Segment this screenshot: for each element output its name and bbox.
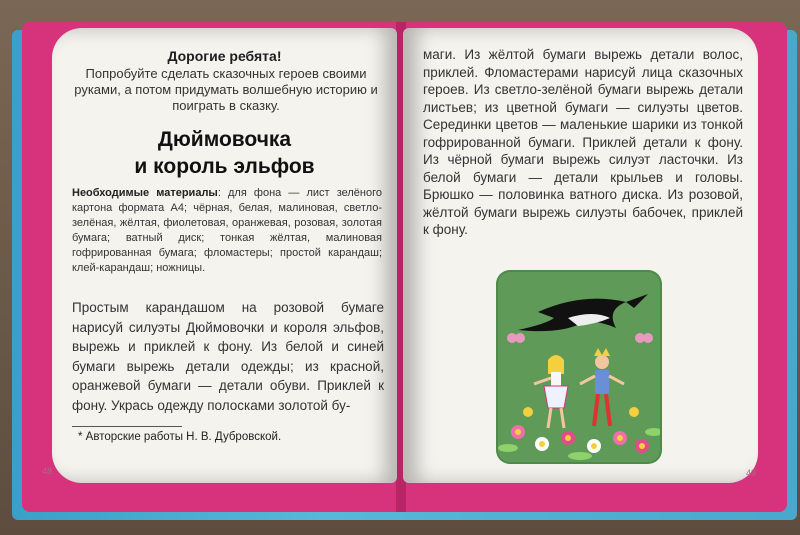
craft-illustration-art <box>498 272 660 462</box>
right-body-text: маги. Из жёлтой бумаги вырежь детали волос, приклей. Фломастерами нарисуй лица сказочных героев. Из светло-зелёной бумаги вырежь детали листьев; из цветной бумаги — силуэты цветов. Серединки цветов — маленькие шарики из тонкой гофрированной бумаги. Приклей детали к фону. Из чёрной бумаги вырежь силуэт ласточки. Из белой бумаги — детали крыльев и головы. Брюшко — половинка ватного диска. Из розовой, жёлтой бумаги вырежь силуэты бабочек, приклей к фону. <box>423 47 743 237</box>
right-page <box>403 28 758 483</box>
page-number-left: 48 <box>42 466 53 476</box>
footnote-text: Авторские работы Н. В. Дубровской. <box>85 431 282 443</box>
story-title-line-1: Дюймовочка <box>157 128 292 151</box>
butterfly-icon <box>507 333 653 343</box>
footnote: * Авторские работы Н. В. Дубровской. <box>78 431 282 443</box>
flower-icon <box>511 407 649 453</box>
story-title-line-2: и король эльфов <box>134 155 315 178</box>
intro-title: Дорогие ребята! <box>167 48 282 64</box>
materials-label: Необходимые материалы <box>72 187 218 199</box>
intro-text: Попробуйте сделать сказочных героев своими руками, а потом придумать волшебную историю и поиграть в сказку. <box>74 66 378 113</box>
footnote-divider <box>72 426 182 427</box>
thumbelina-figure <box>534 355 568 428</box>
materials-text: : для фона — лист зелёного картона формата А4; чёрная, белая, малиновая, светло-зелёная, жёлтая, фиолетовая, оранжевая, розовая, золотая бумага; ватный диск; тонкая жёлтая, малиновая гофрированная бумага; фломастеры; простой карандаш; клей-карандаш; ножницы. <box>72 187 382 274</box>
page-number-right: 49 <box>745 468 756 478</box>
elf-king-figure <box>580 348 624 426</box>
materials-paragraph <box>72 186 382 276</box>
left-body-text: Простым карандашом на розовой бумаге нарисуй силуэты Дюймовочки и короля эльфов, вырежь и приклей к фону. Из белой и синей бумаги вырежь детали одежды; из красной, оранжевой бумаги — детали обуви. Приклей к фону. Укрась одежду полосками золотой бу- <box>72 300 384 413</box>
story-title <box>52 126 397 180</box>
swallow-icon <box>518 294 648 331</box>
craft-illustration <box>498 272 660 462</box>
left-page <box>42 28 397 483</box>
